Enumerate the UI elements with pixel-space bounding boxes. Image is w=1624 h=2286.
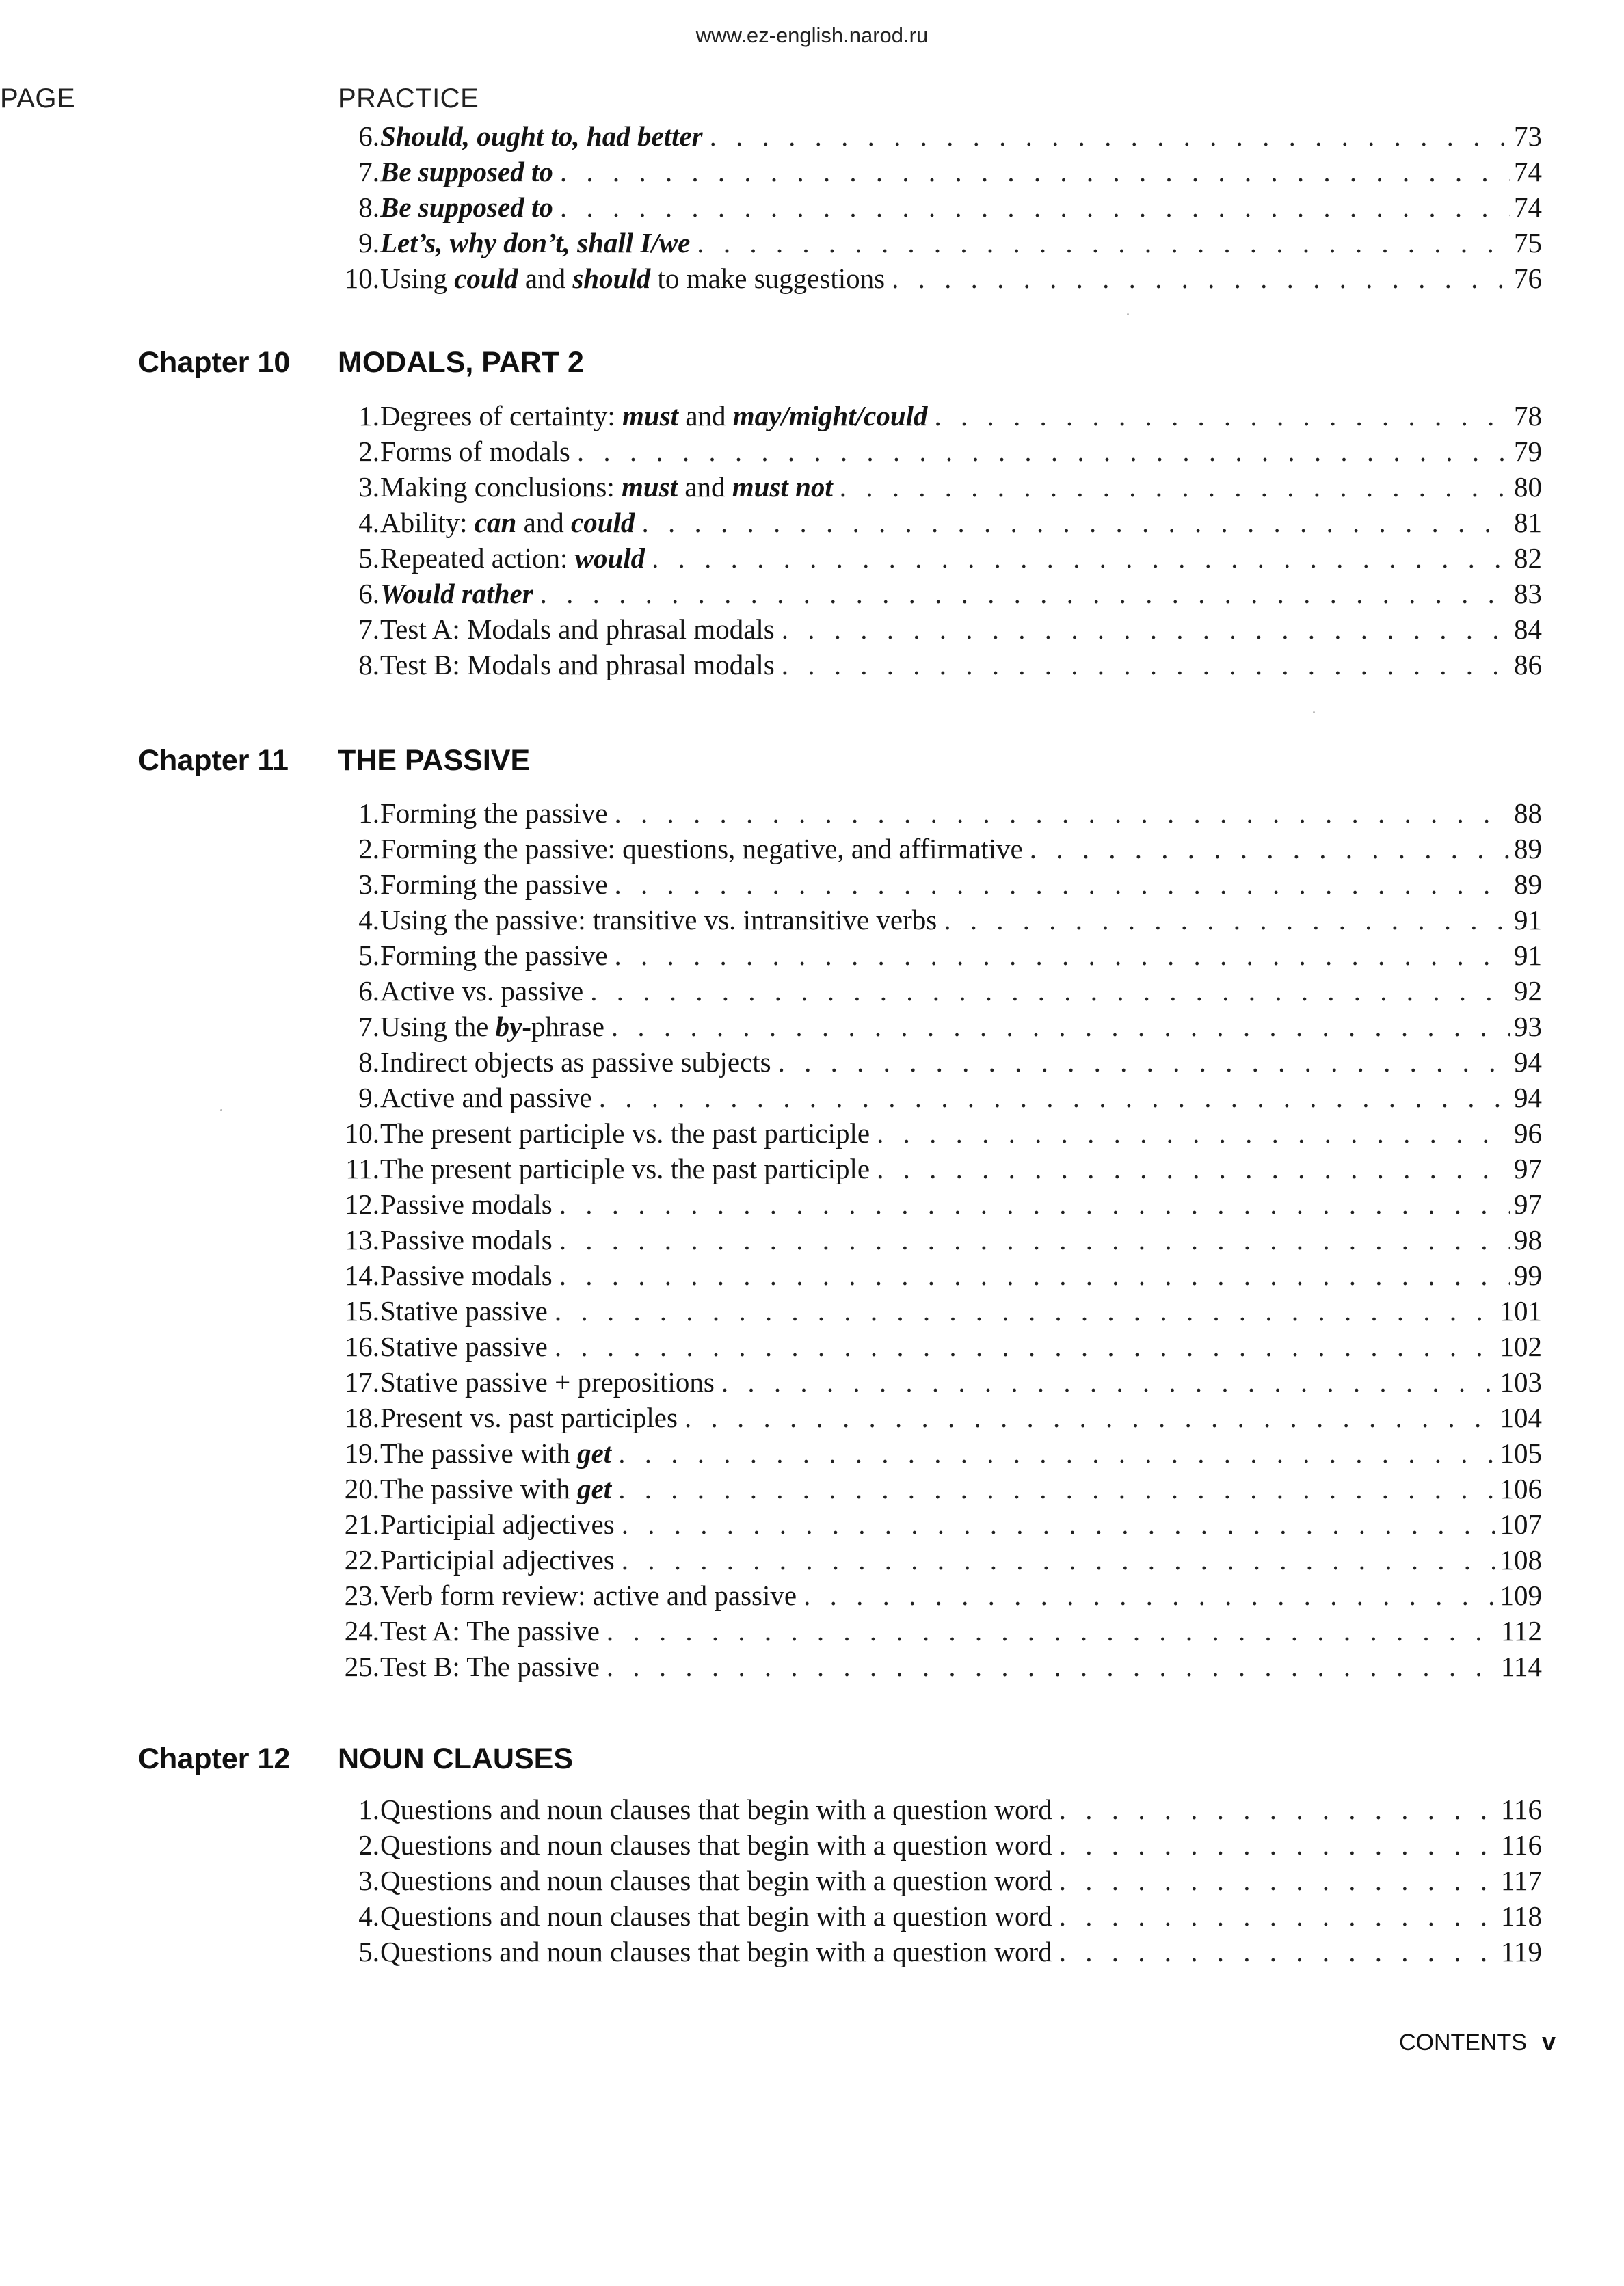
entry-number: 9.	[358, 1082, 380, 1113]
entry-title	[380, 938, 608, 973]
dot-leader	[555, 1329, 1496, 1364]
entry-title	[380, 1186, 553, 1222]
entry-title	[380, 795, 608, 831]
entry-number: 2.	[358, 833, 380, 864]
entry-page-number: 88	[1514, 797, 1542, 829]
entry-title	[380, 118, 703, 154]
toc-entry	[321, 1293, 1542, 1329]
entry-title-emphasis: Be supposed to	[380, 191, 553, 223]
footer-label: CONTENTS	[1398, 2030, 1527, 2056]
toc-entry	[321, 1827, 1542, 1863]
entry-number: 10.	[344, 1117, 380, 1149]
entry-page-number: 99	[1514, 1260, 1542, 1291]
toc-entry	[321, 540, 1542, 576]
entry-title-text: Questions and noun clauses that begin with a question word	[380, 1900, 1052, 1932]
toc-entry	[321, 154, 1542, 189]
entry-title	[380, 576, 533, 611]
entry-number: 6.	[358, 975, 380, 1007]
entry-title-text: Verb form review: active and passive	[380, 1580, 797, 1611]
entry-title-text: Questions and noun clauses that begin with a question word	[380, 1829, 1052, 1861]
entry-title-emphasis: get	[577, 1473, 612, 1504]
entry-number: 4.	[358, 904, 380, 935]
scan-speck	[1127, 313, 1129, 315]
toc-entry	[321, 1613, 1542, 1649]
dot-leader	[577, 434, 1510, 469]
toc-entry	[321, 973, 1542, 1009]
dot-leader	[710, 118, 1510, 154]
entry-title	[380, 1115, 870, 1151]
entry-title	[380, 1863, 1052, 1898]
entry-title-emphasis: by	[495, 1011, 522, 1042]
entry-page-number: 96	[1514, 1117, 1542, 1149]
entry-title-text: Passive modals	[380, 1188, 553, 1220]
toc-entry	[321, 1792, 1542, 1827]
entry-page-number: 92	[1514, 975, 1542, 1007]
dot-leader	[1059, 1863, 1497, 1898]
scan-speck	[1313, 711, 1315, 713]
entry-title-text: Using	[380, 263, 455, 294]
dot-leader	[782, 611, 1510, 647]
dot-leader	[540, 576, 1510, 611]
dot-leader	[1030, 831, 1510, 866]
dot-leader	[622, 1506, 1496, 1542]
entry-title-text: Indirect objects as passive subjects	[380, 1046, 771, 1078]
entry-page-number: 118	[1501, 1900, 1542, 1932]
toc-entry	[321, 225, 1542, 261]
entry-page-number: 83	[1514, 578, 1542, 609]
dot-leader	[560, 154, 1510, 189]
entry-title-text: The present participle vs. the past participle	[380, 1117, 870, 1149]
entry-number: 3.	[358, 868, 380, 900]
entry-number: 10.	[344, 263, 380, 294]
entry-page-number: 109	[1500, 1580, 1542, 1611]
entry-page-number: 86	[1514, 649, 1542, 680]
entry-page-number: 81	[1514, 507, 1542, 538]
entry-title-text: Passive modals	[380, 1224, 553, 1255]
toc-entry	[321, 795, 1542, 831]
entry-title-text: and	[678, 471, 732, 503]
toc-entry	[321, 1151, 1542, 1186]
entry-title-text: Questions and noun clauses that begin with a question word	[380, 1936, 1052, 1967]
page-footer	[1399, 2028, 1556, 2056]
entry-number: 12.	[344, 1188, 380, 1220]
entry-page-number: 78	[1514, 400, 1542, 431]
entry-title-emphasis: can	[474, 507, 517, 538]
entry-page-number: 91	[1514, 940, 1542, 971]
toc-entry	[321, 118, 1542, 154]
entry-number: 3.	[358, 471, 380, 503]
entry-title-text: Present vs. past participles	[380, 1402, 678, 1433]
toc-entry	[321, 576, 1542, 611]
entry-number: 4.	[358, 1900, 380, 1932]
dot-leader	[590, 973, 1510, 1009]
chapter-label: Chapter 10	[138, 346, 291, 379]
entry-title-text: The passive with	[380, 1473, 578, 1504]
entry-title-text: Questions and noun clauses that begin with a question word	[380, 1865, 1052, 1896]
entry-title	[380, 540, 645, 576]
entry-title	[380, 973, 583, 1009]
dot-leader	[892, 261, 1510, 296]
entry-page-number: 97	[1514, 1153, 1542, 1184]
entry-page-number: 91	[1514, 904, 1542, 935]
chapter10-entry-list	[321, 398, 1542, 682]
entry-number: 7.	[358, 1011, 380, 1042]
dot-leader	[607, 1649, 1497, 1684]
dot-leader	[560, 189, 1510, 225]
entry-title	[380, 1435, 611, 1471]
entry-title	[380, 154, 553, 189]
entry-title	[380, 1258, 553, 1293]
entry-title-emphasis: could	[454, 263, 518, 294]
entry-title	[380, 189, 553, 225]
entry-page-number: 106	[1500, 1473, 1542, 1504]
toc-entry	[321, 1435, 1542, 1471]
entry-number: 8.	[358, 649, 380, 680]
chapter-title: THE PASSIVE	[338, 744, 531, 777]
entry-number: 7.	[358, 156, 380, 187]
entry-title	[380, 1222, 553, 1258]
toc-entry	[321, 1506, 1542, 1542]
toc-entry	[321, 902, 1542, 938]
entry-title-text: and	[518, 263, 573, 294]
dot-leader	[615, 866, 1510, 902]
toc-entry	[321, 1649, 1542, 1684]
entry-title-text: The present participle vs. the past participle	[380, 1153, 870, 1184]
dot-leader	[559, 1222, 1510, 1258]
dot-leader	[618, 1471, 1495, 1506]
entry-number: 8.	[358, 191, 380, 223]
toc-entry	[321, 1542, 1542, 1578]
dot-leader	[721, 1364, 1496, 1400]
entry-title-text: Test A: The passive	[380, 1615, 600, 1647]
dot-leader	[1059, 1934, 1497, 1969]
entry-title-text: Forming the passive	[380, 940, 608, 971]
entry-page-number: 93	[1514, 1011, 1542, 1042]
entry-title-text: Stative passive	[380, 1331, 548, 1362]
entry-title-emphasis: must	[622, 471, 678, 503]
entry-page-number: 101	[1500, 1295, 1542, 1327]
dot-leader	[1059, 1792, 1497, 1827]
toc-entry	[321, 1400, 1542, 1435]
entry-number: 13.	[344, 1224, 380, 1255]
dot-leader	[803, 1578, 1495, 1613]
entry-page-number: 116	[1501, 1829, 1542, 1861]
toc-entry	[321, 1115, 1542, 1151]
toc-entry	[321, 1044, 1542, 1080]
entry-title-text: Active vs. passive	[380, 975, 584, 1007]
dot-leader	[641, 505, 1510, 540]
entry-title	[380, 1613, 600, 1649]
entry-number: 5.	[358, 940, 380, 971]
entry-number: 6.	[358, 578, 380, 609]
entry-title	[380, 1293, 548, 1329]
toc-entry	[321, 1329, 1542, 1364]
entry-page-number: 94	[1514, 1082, 1542, 1113]
entry-title-text: The passive with	[380, 1437, 578, 1469]
entry-title-text: Stative passive	[380, 1295, 548, 1327]
entry-title	[380, 1542, 615, 1578]
entry-title-text: Forms of modals	[380, 436, 570, 467]
entry-number: 16.	[344, 1331, 380, 1362]
toc-entry	[321, 1471, 1542, 1506]
entry-title	[380, 261, 885, 296]
dot-leader	[782, 647, 1510, 682]
dot-leader	[615, 938, 1510, 973]
entry-title-text: Repeated action:	[380, 542, 575, 574]
dot-leader	[607, 1613, 1497, 1649]
entry-title-text: Forming the passive	[380, 868, 608, 900]
chapter10-heading	[138, 346, 584, 380]
entry-title-emphasis: Be supposed to	[380, 156, 553, 187]
toc-entry	[321, 1898, 1542, 1934]
entry-title	[380, 831, 1023, 866]
entry-title-text: Using the passive: transitive vs. intransitive verbs	[380, 904, 937, 935]
toc-entry	[321, 1186, 1542, 1222]
entry-page-number: 98	[1514, 1224, 1542, 1255]
entry-page-number: 73	[1514, 120, 1542, 152]
dot-leader	[622, 1542, 1496, 1578]
entry-title	[380, 505, 635, 540]
toc-entry	[321, 469, 1542, 505]
entry-title-emphasis: may/might/could	[732, 400, 928, 431]
entry-number: 1.	[358, 797, 380, 829]
entry-title	[380, 1080, 592, 1115]
entry-number: 1.	[358, 1794, 380, 1825]
chapter9-entry-list	[321, 118, 1542, 296]
toc-entry	[321, 505, 1542, 540]
entry-title	[380, 1009, 604, 1044]
entry-title	[380, 225, 690, 261]
chapter12-entry-list	[321, 1792, 1542, 1969]
chapter-title: NOUN CLAUSES	[338, 1742, 574, 1775]
chapter-title: MODALS, PART 2	[338, 346, 584, 379]
toc-entry	[321, 189, 1542, 225]
entry-number: 1.	[358, 400, 380, 431]
entry-title	[380, 1329, 548, 1364]
entry-page-number: 116	[1501, 1794, 1542, 1825]
dot-leader	[935, 398, 1510, 434]
toc-entry	[321, 938, 1542, 973]
footer-page-number: v	[1541, 2028, 1556, 2056]
entry-title	[380, 1898, 1052, 1934]
entry-title	[380, 866, 608, 902]
entry-number: 9.	[358, 227, 380, 258]
entry-page-number: 75	[1514, 227, 1542, 258]
toc-entry	[321, 434, 1542, 469]
entry-title-emphasis: Should, ought to, had better	[380, 120, 703, 152]
dot-leader	[778, 1044, 1510, 1080]
toc-entry	[321, 398, 1542, 434]
entry-page-number: 117	[1501, 1865, 1542, 1896]
entry-number: 8.	[358, 1046, 380, 1078]
entry-page-number: 94	[1514, 1046, 1542, 1078]
entry-title	[380, 398, 928, 434]
entry-number: 3.	[358, 1865, 380, 1896]
entry-title-emphasis: Let’s, why don’t, shall I/we	[380, 227, 691, 258]
entry-title-text: -phrase	[522, 1011, 604, 1042]
entry-number: 20.	[344, 1473, 380, 1504]
entry-title	[380, 902, 937, 938]
entry-title-emphasis: get	[577, 1437, 612, 1469]
entry-title-emphasis: could	[571, 507, 635, 538]
toc-entry	[321, 1222, 1542, 1258]
entry-title	[380, 1151, 870, 1186]
chapter-label: Chapter 12	[138, 1742, 291, 1775]
entry-title-text: Forming the passive	[380, 797, 608, 829]
entry-title	[380, 1827, 1052, 1863]
entry-title-text: Test B: Modals and phrasal modals	[380, 649, 775, 680]
toc-entry	[321, 1578, 1542, 1613]
entry-title-text: Questions and noun clauses that begin with a question word	[380, 1794, 1052, 1825]
entry-number: 24.	[344, 1615, 380, 1647]
entry-title-text: Passive modals	[380, 1260, 553, 1291]
entry-title-text: Participial adjectives	[380, 1544, 615, 1576]
entry-page-number: 89	[1514, 833, 1542, 864]
entry-title-emphasis: Would rather	[380, 578, 533, 609]
entry-page-number: 80	[1514, 471, 1542, 503]
toc-entry	[321, 261, 1542, 296]
entry-number: 22.	[344, 1544, 380, 1576]
dot-leader	[1059, 1827, 1497, 1863]
entry-title-text: and	[516, 507, 572, 538]
dot-leader	[652, 540, 1510, 576]
entry-page-number: 119	[1501, 1936, 1542, 1967]
entry-title-text: Degrees of certainty:	[380, 400, 623, 431]
source-url: www.ez-english.narod.ru	[695, 23, 929, 47]
toc-entry	[321, 1009, 1542, 1044]
chapter12-heading	[138, 1742, 573, 1776]
toc-entry	[321, 1934, 1542, 1969]
entry-title-text: Ability:	[380, 507, 475, 538]
dot-leader	[615, 795, 1510, 831]
entry-number: 15.	[344, 1295, 380, 1327]
dot-leader	[944, 902, 1510, 938]
entry-title-text: Using the	[380, 1011, 496, 1042]
entry-title	[380, 1792, 1052, 1827]
entry-title	[380, 1044, 771, 1080]
entry-number: 14.	[344, 1260, 380, 1291]
toc-entry	[321, 831, 1542, 866]
dot-leader	[684, 1400, 1496, 1435]
entry-page-number: 79	[1514, 436, 1542, 467]
entry-page-number: 112	[1501, 1615, 1542, 1647]
entry-page-number: 89	[1514, 868, 1542, 900]
dot-leader	[697, 225, 1510, 261]
entry-number: 7.	[358, 613, 380, 645]
entry-title-emphasis: would	[574, 542, 645, 574]
page-column-header: PAGE	[0, 83, 76, 114]
entry-number: 19.	[344, 1437, 380, 1469]
entry-number: 5.	[358, 542, 380, 574]
entry-number: 4.	[358, 507, 380, 538]
dot-leader	[555, 1293, 1496, 1329]
entry-title	[380, 1934, 1052, 1969]
entry-title-text: Active and passive	[380, 1082, 592, 1113]
entry-title-text: and	[678, 400, 733, 431]
entry-page-number: 105	[1500, 1437, 1542, 1469]
entry-number: 18.	[344, 1402, 380, 1433]
entry-number: 5.	[358, 1936, 380, 1967]
entry-page-number: 104	[1500, 1402, 1542, 1433]
entry-title	[380, 469, 833, 505]
toc-entry	[321, 1080, 1542, 1115]
practice-column-header: PRACTICE	[338, 83, 479, 114]
entry-page-number: 82	[1514, 542, 1542, 574]
entry-page-number: 74	[1514, 191, 1542, 223]
scan-speck	[220, 1109, 222, 1111]
dot-leader	[599, 1080, 1510, 1115]
entry-page-number: 107	[1500, 1509, 1542, 1540]
entry-title-text: Making conclusions:	[380, 471, 622, 503]
dot-leader	[611, 1009, 1510, 1044]
entry-title-text: Forming the passive: questions, negative, and affirmative	[380, 833, 1023, 864]
entry-page-number: 102	[1500, 1331, 1542, 1362]
entry-title	[380, 1364, 715, 1400]
entry-title-text: Participial adjectives	[380, 1509, 615, 1540]
entry-title-text: Stative passive + prepositions	[380, 1366, 715, 1398]
entry-title	[380, 1506, 615, 1542]
chapter-label: Chapter 11	[138, 744, 289, 777]
entry-title	[380, 1471, 611, 1506]
dot-leader	[840, 469, 1510, 505]
entry-number: 17.	[344, 1366, 380, 1398]
entry-page-number: 74	[1514, 156, 1542, 187]
entry-number: 21.	[344, 1509, 380, 1540]
dot-leader	[618, 1435, 1495, 1471]
toc-entry	[321, 611, 1542, 647]
entry-title-emphasis: must not	[732, 471, 833, 503]
entry-title	[380, 1578, 797, 1613]
entry-page-number: 84	[1514, 613, 1542, 645]
entry-title-text: Test B: The passive	[380, 1651, 600, 1682]
toc-entry	[321, 1863, 1542, 1898]
entry-title	[380, 647, 775, 682]
entry-title-emphasis: must	[622, 400, 679, 431]
toc-entry	[321, 1364, 1542, 1400]
chapter11-entry-list	[321, 795, 1542, 1684]
entry-number: 2.	[358, 1829, 380, 1861]
dot-leader	[1059, 1898, 1497, 1934]
entry-title-text: to make suggestions	[650, 263, 886, 294]
entry-number: 25.	[344, 1651, 380, 1682]
entry-page-number: 114	[1501, 1651, 1542, 1682]
entry-title	[380, 1400, 678, 1435]
entry-number: 6.	[358, 120, 380, 152]
entry-page-number: 103	[1500, 1366, 1542, 1398]
entry-page-number: 108	[1500, 1544, 1542, 1576]
entry-title	[380, 1649, 600, 1684]
toc-entry	[321, 866, 1542, 902]
entry-number: 2.	[358, 436, 380, 467]
entry-title-text: Test A: Modals and phrasal modals	[380, 613, 775, 645]
dot-leader	[877, 1115, 1510, 1151]
entry-number: 11.	[345, 1153, 380, 1184]
entry-title	[380, 611, 775, 647]
entry-page-number: 97	[1514, 1188, 1542, 1220]
toc-entry	[321, 1258, 1542, 1293]
entry-title-emphasis: should	[572, 263, 651, 294]
chapter11-heading	[138, 744, 530, 777]
entry-page-number: 76	[1514, 263, 1542, 294]
entry-number: 23.	[344, 1580, 380, 1611]
toc-entry	[321, 647, 1542, 682]
dot-leader	[559, 1258, 1510, 1293]
entry-title	[380, 434, 570, 469]
dot-leader	[559, 1186, 1510, 1222]
dot-leader	[877, 1151, 1510, 1186]
